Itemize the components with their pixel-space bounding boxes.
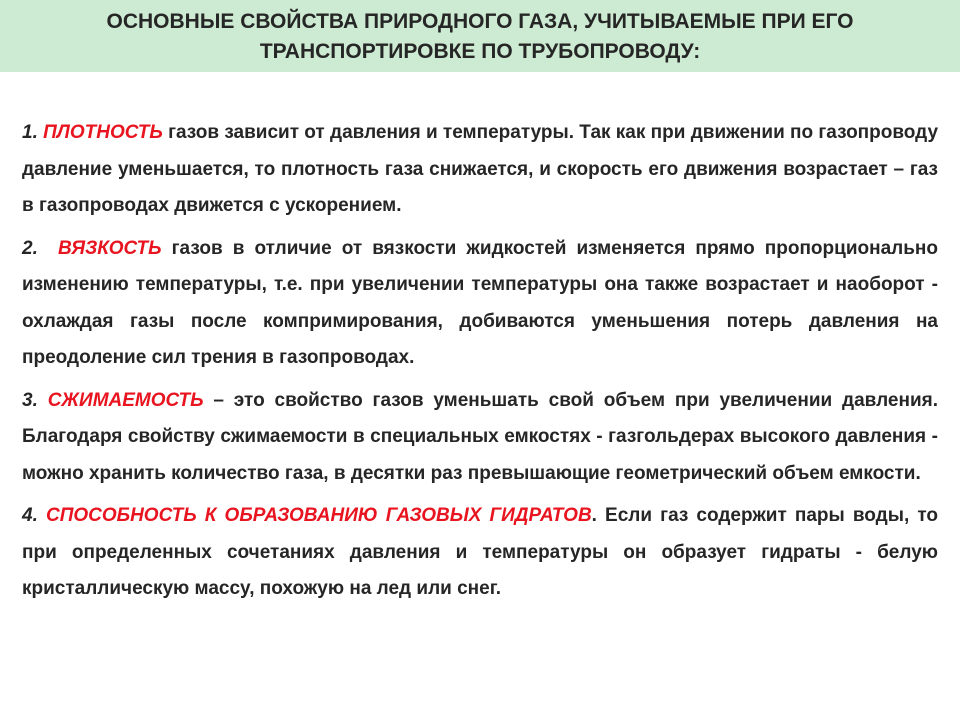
property-paragraph-density	[22, 115, 938, 225]
property-number: 4.	[22, 505, 38, 526]
property-number: 1.	[22, 122, 38, 143]
property-term-viscosity: ВЯЗКОСТЬ	[58, 237, 162, 259]
slide-title-line-2: ТРАНСПОРТИРОВКЕ ПО ТРУБОПРОВОДУ:	[259, 40, 701, 63]
property-paragraph-compressibility	[22, 383, 938, 493]
property-number: 2.	[22, 237, 38, 259]
property-term-hydrates: СПОСОБНОСТЬ К ОБРАЗОВАНИЮ ГАЗОВЫХ ГИДРАТОВ	[45, 505, 592, 526]
property-text-density: газов зависит от давления и температуры. Так как при движении по газопроводу давление уменьшается, то плотность газа снижается, и скорость его движения возрастает – газ в газопроводах движется с ускорением.	[22, 122, 939, 216]
property-paragraph-viscosity	[22, 231, 938, 377]
property-text-viscosity: газов в отличие от вязкости жидкостей изменяется прямо пропорционально изменению температуры, т.е. при увеличении температуры она также возрастает и наоборот - охлаждая газы после компримирования, добиваются уменьшения потерь давления на преодоление сил трения в газопроводах.	[22, 237, 938, 368]
slide-title	[90, 7, 870, 67]
property-term-compressibility: СЖИМАЕМОСТЬ	[47, 389, 204, 411]
properties-list	[22, 115, 938, 614]
property-paragraph-hydrates	[22, 498, 938, 608]
property-text-compressibility: – это свойство газов уменьшать свой объем при увеличении давления. Благодаря свойству сжимаемости в специальных емкостях - газгольдерах высокого давления - можно хранить количество газа, в десятки раз превышающие геометрический объем емкости.	[22, 389, 938, 484]
property-number: 3.	[22, 389, 38, 411]
property-text-hydrates: . Если газ содержит пары воды, то при определенных сочетаниях давления и температуры он образует гидраты - белую кристаллическую массу, похожую на лед или снег.	[22, 505, 938, 599]
title-bar	[0, 0, 960, 72]
slide-title-line-1: ОСНОВНЫЕ СВОЙСТВА ПРИРОДНОГО ГАЗА, УЧИТЫВАЕМЫЕ ПРИ ЕГО	[106, 10, 854, 33]
property-term-density: ПЛОТНОСТЬ	[43, 122, 163, 143]
